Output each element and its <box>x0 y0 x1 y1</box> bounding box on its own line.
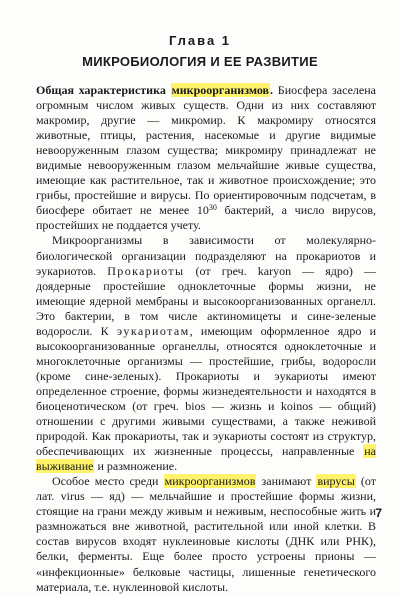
chapter-label: Глава 1 <box>168 33 232 48</box>
exponent: 30 <box>208 203 217 213</box>
highlight-viruses: вирусы <box>317 474 355 489</box>
paragraph-3 <box>36 474 376 594</box>
heading-period: . <box>270 83 274 97</box>
page-number: 7 <box>375 506 382 520</box>
term-eukaryotes: эукариотам <box>116 323 190 338</box>
paragraph-2-text-b: (от греч. karyon — ядро) — доядерные простейшие одноклеточные формы жизни, не имеющие ядерной мембраны и высокоорганизованных органелл. Это бактерии, в том числе актиномицеты и сине-зеленые водоросли. К <box>36 263 376 338</box>
highlight-microorganisms: микроорганизмов <box>164 474 256 489</box>
paragraph-2-text-d: и размножение. <box>94 459 178 474</box>
paragraph-1-end: бактерий, а число вирусов, простейших не поддается учету. <box>36 203 376 233</box>
paragraph-1 <box>36 83 376 233</box>
paragraph-3-text-a: Особое место среди <box>52 474 164 489</box>
term-prokaryotes: Прокариоты <box>107 263 185 278</box>
paragraph-2-text-a: Микроорганизмы в зависимости от молекулярно-биологической организации подразделяют на прокариотов и эукариотов. <box>36 233 376 278</box>
paragraph-3-text-c: (от лат. virus — яд) — мельчайшие и простейшие формы жизни, стоящие на грани между живым и неживым, неспособные жить и размножаться вне животной, растительной или иной клетки. В состав вирусов входят нуклеиновые кислоты (ДНК или РНК), белки, ферменты. Еще более просто устроены прионы — «инфекционные» белковые частицы, лишенные генетического материала, т.е. нуклеиновой кислоты. <box>36 474 376 594</box>
chapter-title: МИКРОБИОЛОГИЯ И ЕЕ РАЗВИТИЕ <box>82 54 318 69</box>
highlight-microorganisms-heading: микроорганизмов <box>171 83 270 97</box>
paragraph-2-text-c: , имеющим оформленное ядро и высокоорганизованные органеллы, относятся одноклеточные и многоклеточные организмы — простейшие, грибы, водоросли (кроме сине-зеленых). Прокариоты и эукариоты имеют определенное строение, формы жизнедеятельности и находятся в биоценотическом (от греч. bios — жизнь и koinos — общий) отношении с другими живыми существами, а также неживой природой. Как прокариоты, так и эукариоты состоят из структур, обеспечивающих их жизненные процессы, направленные <box>36 323 376 459</box>
paragraph-1-text: Биосфера заселена огромным числом живых существ. Одни из них составляют макромир, другие — микромир. К макромиру относятся животные, птицы, растения, насекомые и другие видимые невооруженным глазом существа; микромиру принадлежат не видимые невооруженным глазом мельчайшие живые существа, имеющие как растительное, так и животное происхождение; это грибы, простейшие и вирусы. По ориентировочным подсчетам, в биосфере обитает не менее 10 <box>36 83 376 218</box>
paragraph-3-text-b: занимают <box>256 474 317 489</box>
heading-text: Общая характеристика <box>36 83 171 97</box>
section-heading <box>36 83 273 97</box>
body-text <box>36 83 376 595</box>
highlight-survival: на выживание <box>36 444 376 474</box>
paragraph-2 <box>36 233 376 474</box>
